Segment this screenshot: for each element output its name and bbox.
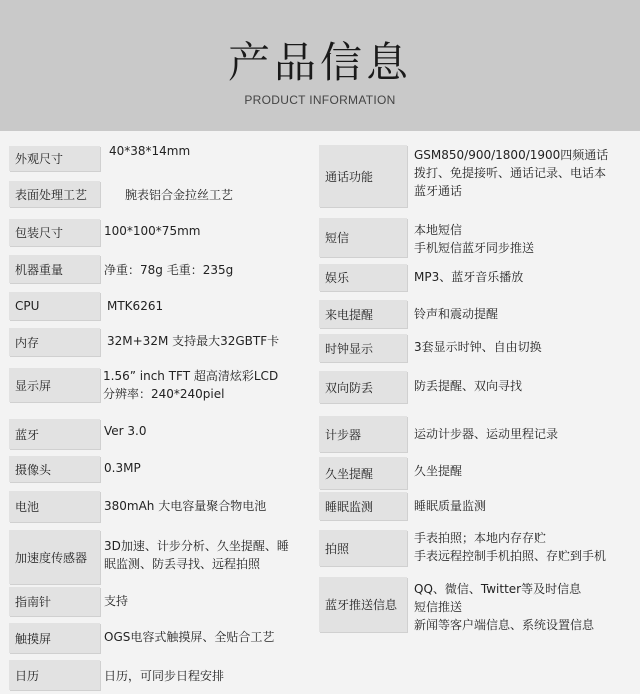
right-value-line: 运动计步器、运动里程记录: [414, 427, 559, 441]
left-label-8: 摄像头: [9, 456, 100, 482]
left-label-4: CPU: [9, 292, 100, 320]
left-value-line: 眠监测、防丢寻找、远程拍照: [104, 557, 261, 571]
left-label-0: 外观尺寸: [9, 146, 100, 171]
left-label-12: 触摸屏: [9, 623, 100, 653]
left-value-line: 净重：78g 毛重：235g: [104, 263, 234, 277]
right-label-10: 蓝牙推送信息: [319, 577, 407, 632]
left-value-6: [103, 367, 278, 403]
left-label-2: 包装尺寸: [9, 219, 100, 246]
left-label-6: 显示屏: [9, 368, 100, 402]
right-label-6: 计步器: [319, 416, 407, 452]
left-value-line: MTK6261: [107, 299, 164, 313]
left-value-7: [104, 422, 147, 440]
right-value-line: 手机短信蓝牙同步推送: [414, 241, 535, 255]
right-value-line: 蓝牙通话: [414, 184, 463, 198]
left-value-line: 100*100*75mm: [104, 224, 201, 238]
left-value-9: [104, 497, 266, 515]
right-value-line: 睡眠质量监测: [414, 499, 487, 513]
left-label-3: 机器重量: [9, 255, 100, 283]
right-value-5: [414, 377, 522, 395]
left-value-line: 分辨率：240*240piel: [103, 387, 225, 401]
right-label-1: 短信: [319, 218, 407, 257]
right-value-line: 手表远程控制手机拍照、存贮到手机: [414, 549, 607, 563]
right-value-line: 拨打、免提接听、通话记录、电话本: [414, 166, 607, 180]
right-value-line: 手表拍照；本地内存存贮: [414, 531, 547, 545]
right-label-5: 双向防丢: [319, 371, 407, 403]
left-label-10: 加速度传感器: [9, 530, 100, 584]
right-value-3: [414, 305, 498, 323]
right-value-line: 防丢提醒、双向寻找: [414, 379, 523, 393]
left-value-13: [104, 667, 224, 685]
right-value-line: 短信推送: [414, 600, 463, 614]
left-label-13: 日历: [9, 660, 100, 690]
right-label-9: 拍照: [319, 530, 407, 566]
left-label-11: 指南针: [9, 587, 100, 616]
left-value-line: 32M+32M 支持最大32GBTF卡: [107, 334, 280, 348]
right-label-0: 通话功能: [319, 145, 407, 207]
left-value-line: 3D加速、计步分析、久坐提醒、睡: [104, 539, 289, 553]
left-value-11: [104, 592, 128, 610]
right-value-4: [414, 338, 542, 356]
right-value-1: [414, 221, 534, 257]
left-value-line: OGS电容式触摸屏、全贴合工艺: [104, 630, 275, 644]
right-value-10: [414, 580, 594, 634]
right-value-line: 久坐提醒: [414, 464, 463, 478]
left-value-1: [125, 186, 233, 204]
left-value-line: 腕表铝合金拉丝工艺: [125, 188, 234, 202]
left-value-line: 0.3MP: [104, 461, 141, 475]
left-value-line: 380mAh 大电容量聚合物电池: [104, 499, 267, 513]
left-value-line: 日历，可同步日程安排: [104, 669, 225, 683]
left-label-9: 电池: [9, 491, 100, 522]
left-value-3: [104, 261, 233, 279]
left-value-line: Ver 3.0: [104, 424, 147, 438]
left-value-2: [104, 222, 200, 240]
page-subtitle: PRODUCT INFORMATION: [244, 93, 396, 107]
header-banner: [0, 0, 640, 131]
left-value-4: [107, 297, 163, 315]
right-value-9: [414, 529, 606, 565]
left-value-12: [104, 628, 274, 646]
left-label-5: 内存: [9, 328, 100, 356]
left-label-7: 蓝牙: [9, 419, 100, 449]
right-label-2: 娱乐: [319, 264, 407, 291]
right-value-2: [414, 268, 523, 286]
right-value-6: [414, 425, 558, 443]
right-value-7: [414, 462, 462, 480]
left-value-line: 支持: [104, 594, 129, 608]
left-value-line: 40*38*14mm: [109, 144, 191, 158]
left-value-5: [107, 332, 279, 350]
left-value-0: [109, 142, 190, 160]
right-label-3: 来电提醒: [319, 300, 407, 328]
right-value-line: 3套显示时钟、自由切换: [414, 340, 542, 354]
left-label-1: 表面处理工艺: [9, 181, 100, 207]
left-value-line: 1.56” inch TFT 超高清炫彩LCD: [103, 369, 279, 383]
right-label-4: 时钟显示: [319, 334, 407, 362]
right-value-line: GSM850/900/1800/1900四频通话: [414, 148, 609, 162]
right-value-line: 本地短信: [414, 223, 463, 237]
right-label-8: 睡眠监测: [319, 492, 407, 520]
right-value-line: 新闻等客户端信息、系统设置信息: [414, 618, 595, 632]
left-value-10: [104, 537, 289, 573]
right-value-line: MP3、蓝牙音乐播放: [414, 270, 524, 284]
right-value-8: [414, 497, 486, 515]
right-value-line: 铃声和震动提醒: [414, 307, 499, 321]
right-label-7: 久坐提醒: [319, 457, 407, 489]
right-value-line: QQ、微信、Twitter等及时信息: [414, 582, 582, 596]
page-title: 产品信息: [227, 38, 412, 87]
right-value-0: [414, 146, 608, 200]
left-value-8: [104, 459, 141, 477]
